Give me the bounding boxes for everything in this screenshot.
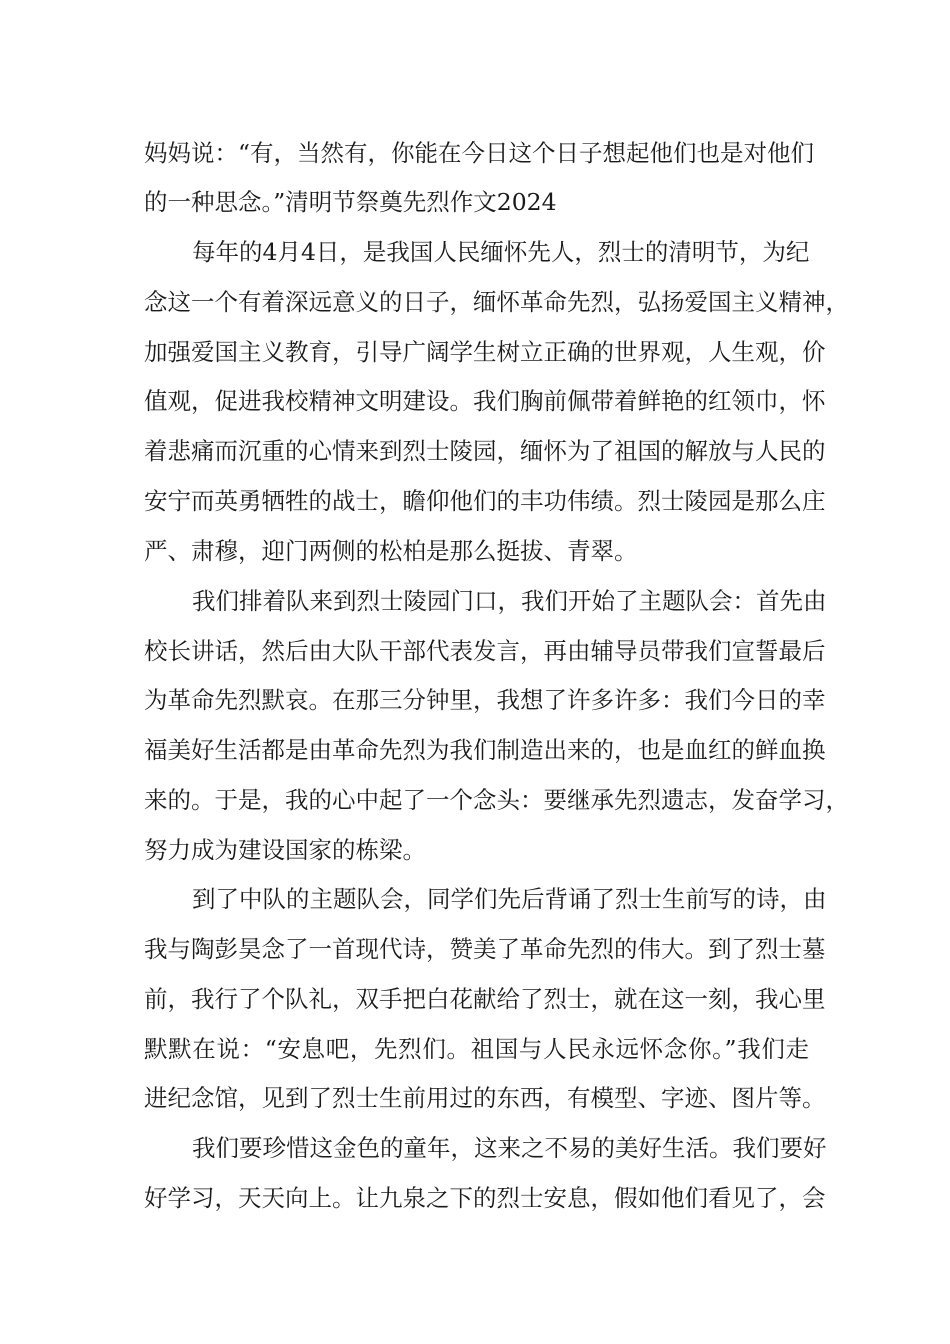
text-line: 校长讲话，然后由大队干部代表发言，再由辅导员带我们宣誓最后 [144,637,826,665]
paragraph-first-line: 每年的4月4日，是我国人民缅怀先人，烈士的清明节，为纪 [192,238,810,266]
paragraph-first-line: 到了中队的主题队会，同学们先后背诵了烈士生前写的诗，由 [192,885,827,913]
text-line: 默默在说：“安息吧，先烈们。祖国与人民永远怀念你。”我们走 [144,1035,809,1063]
text-line: 的一种思念。”清明节祭奠先烈作文2024 [144,188,557,216]
text-line: 加强爱国主义教育，引导广阔学生树立正确的世界观，人生观，价 [144,338,826,366]
text-line: 前，我行了个队礼，双手把白花献给了烈士，就在这一刻，我心里 [144,985,826,1013]
text-line: 严、肃穆，迎门两侧的松柏是那么挺拔、青翠。 [144,537,638,565]
text-line: 安宁而英勇牺牲的战士，瞻仰他们的丰功伟绩。烈士陵园是那么庄 [144,487,826,515]
text-line: 着悲痛而沉重的心情来到烈士陵园，缅怀为了祖国的解放与人民的 [144,437,826,465]
text-line: 好学习，天天向上。让九泉之下的烈士安息，假如他们看见了，会 [144,1184,826,1212]
text-line: 念这一个有着深远意义的日子，缅怀革命先烈，弘扬爱国主义精神， [144,288,849,316]
paragraph-first-line: 我们排着队来到烈士陵园门口，我们开始了主题队会：首先由 [192,587,827,615]
text-line: 妈妈说：“有，当然有，你能在今日这个日子想起他们也是对他们 [144,139,815,167]
text-line: 来的。于是，我的心中起了一个念头：要继承先烈遗志，发奋学习， [144,786,849,814]
text-line: 值观，促进我校精神文明建设。我们胸前佩带着鲜艳的红领巾，怀 [144,387,826,415]
text-line: 为革命先烈默哀。在那三分钟里，我想了许多许多：我们今日的幸 [144,686,826,714]
paragraph-first-line: 我们要珍惜这金色的童年，这来之不易的美好生活。我们要好 [192,1134,827,1162]
text-line: 进纪念馆，见到了烈士生前用过的东西，有模型、字迹、图片等。 [144,1084,826,1112]
text-line: 努力成为建设国家的栋梁。 [144,836,426,864]
text-line: 福美好生活都是由革命先烈为我们制造出来的，也是血红的鲜血换 [144,736,826,764]
text-line: 我与陶彭昊念了一首现代诗，赞美了革命先烈的伟大。到了烈士墓 [144,935,826,963]
